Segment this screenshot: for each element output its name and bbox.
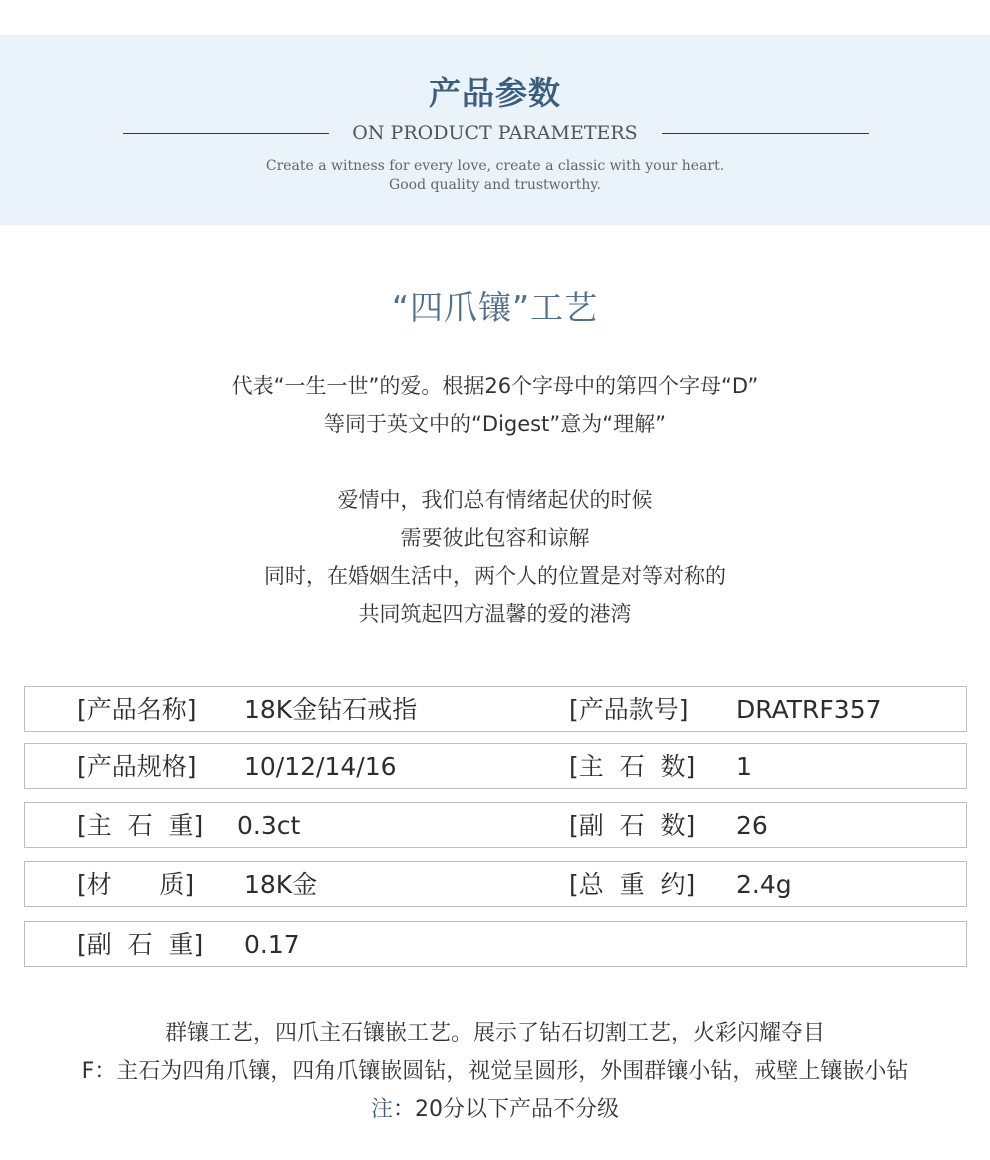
craft-line-6: 共同筑起四方温馨的爱的港湾 bbox=[358, 602, 632, 626]
craft-line-5: 同时，在婚姻生活中，两个人的位置是对等对称的 bbox=[264, 564, 726, 588]
param-value: 10/12/14/16 bbox=[244, 752, 397, 781]
banner-tagline-1: Create a witness for every love, create a classic with your heart. bbox=[265, 158, 725, 174]
param-label: [材 质] bbox=[77, 870, 195, 899]
footer-line-2: F：主石为四角爪镶，四角爪镶嵌圆钻，视觉呈圆形，外围群镶小钻，戒壁上镶嵌小钻 bbox=[81, 1059, 909, 1084]
banner-title: 产品参数 bbox=[428, 74, 561, 112]
param-label: [产品规格] bbox=[77, 752, 197, 781]
footer-note bbox=[0, 1092, 990, 1123]
param-label: [产品名称] bbox=[77, 695, 197, 724]
param-value: 0.3ct bbox=[237, 811, 301, 840]
craft-line-3: 爱情中，我们总有情绪起伏的时候 bbox=[337, 488, 653, 512]
note-label: 注 bbox=[370, 1097, 393, 1122]
param-row-material bbox=[24, 861, 967, 907]
param-row-size bbox=[24, 743, 967, 789]
param-value: 2.4g bbox=[736, 870, 792, 899]
param-label: [主 石 数] bbox=[569, 752, 696, 781]
param-label: [副 石 数] bbox=[569, 811, 696, 840]
param-value: 18K金钻石戒指 bbox=[244, 695, 418, 724]
param-label: [副 石 重] bbox=[77, 930, 204, 959]
param-value: 0.17 bbox=[244, 930, 300, 959]
param-label: [主 石 重] bbox=[77, 811, 204, 840]
craft-line-1: 代表“一生一世”的爱。根据26个字母中的第四个字母“D” bbox=[231, 374, 759, 398]
note-text: ：20分以下产品不分级 bbox=[393, 1097, 619, 1122]
footer-line-1: 群镶工艺，四爪主石镶嵌工艺。展示了钻石切割工艺，火彩闪耀夺目 bbox=[164, 1021, 825, 1046]
param-label: [总 重 约] bbox=[569, 870, 696, 899]
craft-title: “四爪镶”工艺 bbox=[391, 288, 599, 327]
param-value: DRATRF357 bbox=[736, 695, 882, 724]
banner-tagline-2: Good quality and trustworthy. bbox=[389, 177, 601, 193]
craft-line-2: 等同于英文中的“Digest”意为“理解” bbox=[324, 412, 666, 436]
param-row-main-stone-weight bbox=[24, 802, 967, 848]
param-value: 18K金 bbox=[244, 870, 318, 899]
param-value: 1 bbox=[736, 752, 752, 781]
banner-subtitle: ON PRODUCT PARAMETERS bbox=[352, 122, 638, 144]
param-value: 26 bbox=[736, 811, 768, 840]
banner-divider-right bbox=[662, 133, 869, 134]
craft-line-4: 需要彼此包容和谅解 bbox=[400, 526, 590, 550]
param-label: [产品款号] bbox=[569, 695, 689, 724]
param-row-side-stone-weight bbox=[24, 921, 967, 967]
param-row-name bbox=[24, 686, 967, 732]
